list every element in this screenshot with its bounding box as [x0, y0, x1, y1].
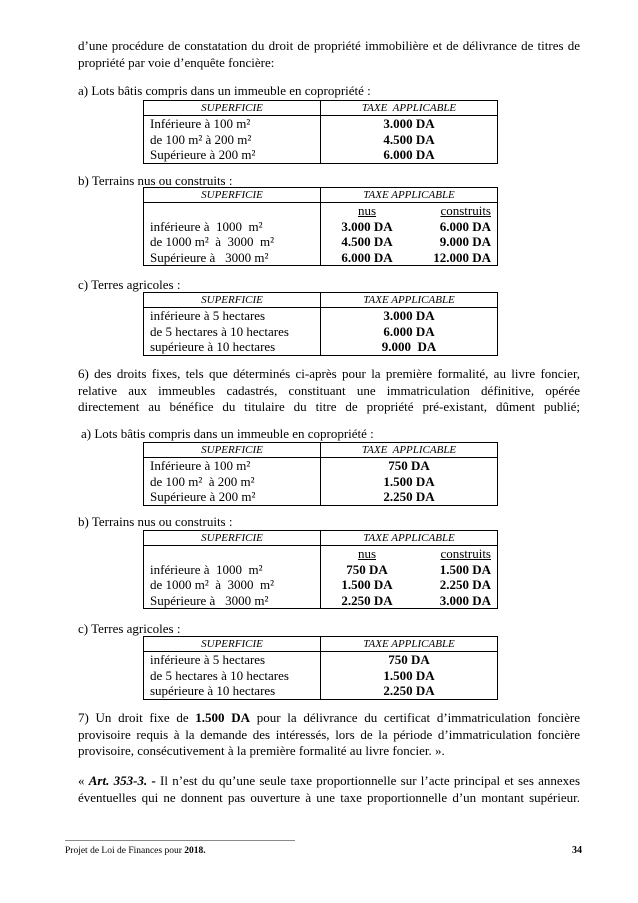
column-header-taxe: TAXE APPLICABLE: [321, 101, 498, 116]
table-header-row: [144, 531, 498, 546]
table-row: [144, 562, 498, 578]
taxe-cell: 6.000 DA: [321, 147, 498, 163]
taxe-cell: [321, 593, 498, 609]
amount-bold: 1.500 DA: [195, 710, 251, 725]
taxe-cell: 4.500 DA: [321, 132, 498, 148]
column-header-superficie: SUPERFICIE: [144, 637, 321, 652]
column-header-taxe: TAXE APPLICABLE: [321, 293, 498, 308]
sub-header-nus: nus: [357, 546, 377, 562]
column-header-superficie: SUPERFICIE: [144, 443, 321, 458]
taxe-cell: 1.500 DA: [321, 668, 498, 684]
taxe-cell: [321, 577, 498, 593]
column-header-superficie: SUPERFICIE: [144, 188, 321, 203]
intro-line: propriété par voie d’enquête foncière:: [78, 54, 275, 70]
paragraph-line: [78, 773, 580, 790]
taxe-nus: 1.500 DA: [341, 577, 393, 593]
sub-header-construits: construits: [440, 546, 491, 562]
taxe-construits: 3.000 DA: [439, 592, 491, 608]
taxe-construits: 1.500 DA: [439, 561, 491, 577]
taxe-cell: 3.000 DA: [321, 116, 498, 132]
table-row: [144, 132, 498, 148]
table-row: [144, 147, 498, 163]
table-terrains: [143, 187, 498, 266]
table-row: [144, 250, 498, 266]
taxe-construits: 2.250 DA: [439, 577, 491, 593]
sub-header-row: [144, 546, 498, 562]
table-row: [144, 577, 498, 593]
table-terres-agricoles: [143, 636, 498, 700]
taxe-nus: 2.250 DA: [341, 592, 393, 608]
table-row: [144, 474, 498, 490]
sub-header-cell: [321, 546, 498, 562]
column-header-taxe: TAXE APPLICABLE: [321, 443, 498, 458]
table-header-row: [144, 637, 498, 652]
taxe-construits: 9.000 DA: [439, 234, 491, 250]
superficie-cell: de 5 hectares à 10 hectares: [144, 324, 321, 340]
table-row: [144, 458, 498, 474]
taxe-cell: 1.500 DA: [321, 474, 498, 490]
sub-header-cell: [321, 203, 498, 219]
table-header-row: [144, 188, 498, 203]
empty-cell: [144, 546, 321, 562]
paragraph-line: relative aux immeubles cadastrés, constituant une immatriculation définitive, opérée: [78, 382, 580, 398]
column-header-superficie: SUPERFICIE: [144, 293, 321, 308]
table-row: [144, 308, 498, 324]
taxe-cell: 9.000 DA: [321, 339, 498, 355]
table-row: [144, 489, 498, 505]
taxe-nus: 6.000 DA: [341, 249, 393, 265]
superficie-cell: Supérieure à 3000 m²: [144, 250, 321, 266]
taxe-cell: 2.250 DA: [321, 489, 498, 505]
label-lots-batis: a) Lots bâtis compris dans un immeuble en copropriété :: [78, 83, 371, 98]
taxe-cell: 2.250 DA: [321, 683, 498, 699]
table-row: [144, 652, 498, 668]
table-row: [144, 593, 498, 609]
superficie-cell: inférieure à 1000 m²: [144, 219, 321, 235]
table-header-row: [144, 293, 498, 308]
table-row: [144, 324, 498, 340]
taxe-nus: 750 DA: [346, 561, 388, 577]
paragraph-article: [78, 773, 580, 806]
taxe-cell: 3.000 DA: [321, 308, 498, 324]
taxe-construits: 12.000 DA: [433, 249, 491, 265]
superficie-cell: Supérieure à 200 m²: [144, 147, 321, 163]
superficie-cell: supérieure à 10 hectares: [144, 339, 321, 355]
taxe-cell: [321, 234, 498, 250]
superficie-cell: de 100 m² à 200 m²: [144, 132, 321, 148]
label-terres-agricoles: c) Terres agricoles :: [78, 277, 181, 292]
taxe-nus: 4.500 DA: [341, 234, 393, 250]
sub-header-row: [144, 203, 498, 219]
footer-text: [65, 845, 206, 857]
table-header-row: [144, 443, 498, 458]
label-terres-agricoles: c) Terres agricoles :: [78, 621, 181, 636]
superficie-cell: inférieure à 5 hectares: [144, 652, 321, 668]
superficie-cell: Inférieure à 100 m²: [144, 458, 321, 474]
empty-cell: [144, 203, 321, 219]
paragraph-text: pour la délivrance du certificat d’immatriculation foncière: [250, 710, 580, 725]
label-terrains: b) Terrains nus ou construits :: [78, 514, 233, 529]
paragraph-line: [78, 710, 580, 727]
sub-header-nus: nus: [357, 203, 377, 219]
taxe-cell: [321, 562, 498, 578]
paragraph-line: éventuelles qui ne donnent pas ouverture à une taxe proportionnelle d’un montant supérieur.: [78, 789, 580, 805]
paragraph-item-7: [78, 710, 580, 760]
paragraph-line: 6) des droits fixes, tels que déterminés ci-après pour la première formalité, au livre foncier,: [78, 366, 580, 381]
label-lots-batis: a) Lots bâtis compris dans un immeuble en copropriété :: [81, 426, 374, 441]
table-row: [144, 339, 498, 355]
footer-year: 2018.: [184, 846, 206, 856]
table-row: [144, 668, 498, 684]
taxe-construits: 6.000 DA: [439, 218, 491, 234]
paragraph-text: Il n’est du qu’une seule taxe proportionnelle sur l’acte principal et ses annexes: [155, 773, 581, 788]
taxe-cell: 750 DA: [321, 458, 498, 474]
superficie-cell: de 1000 m² à 3000 m²: [144, 577, 321, 593]
taxe-cell: 750 DA: [321, 652, 498, 668]
column-header-taxe: TAXE APPLICABLE: [321, 531, 498, 546]
sub-header-construits: construits: [440, 203, 491, 219]
superficie-cell: Inférieure à 100 m²: [144, 116, 321, 132]
superficie-cell: de 1000 m² à 3000 m²: [144, 234, 321, 250]
table-header-row: [144, 101, 498, 116]
superficie-cell: inférieure à 5 hectares: [144, 308, 321, 324]
superficie-cell: supérieure à 10 hectares: [144, 683, 321, 699]
table-row: [144, 116, 498, 132]
table-row: [144, 683, 498, 699]
paragraph-line: directement au bénéfice du titulaire du titre de propriété pré-existant, dûment publié;: [78, 399, 580, 414]
paragraph-line: provisoire requis à la demande des intéressés, lors de la période d’immatriculation foncière: [78, 726, 580, 742]
table-lots-batis: [143, 100, 498, 164]
table-terrains: [143, 530, 498, 609]
column-header-taxe: TAXE APPLICABLE: [321, 188, 498, 203]
paragraph-text: 7) Un droit fixe de: [78, 710, 196, 725]
taxe-cell: [321, 250, 498, 266]
superficie-cell: de 5 hectares à 10 hectares: [144, 668, 321, 684]
column-header-superficie: SUPERFICIE: [144, 101, 321, 116]
page-number: 34: [572, 845, 582, 856]
table-row: [144, 219, 498, 235]
superficie-cell: Supérieure à 200 m²: [144, 489, 321, 505]
taxe-nus: 3.000 DA: [341, 218, 393, 234]
footer-rule: [65, 840, 295, 841]
paragraph-line: provisoire, consécutivement à la première formalité au livre foncier. ».: [78, 743, 445, 758]
open-quote: «: [78, 773, 89, 788]
superficie-cell: de 100 m² à 200 m²: [144, 474, 321, 490]
taxe-cell: [321, 219, 498, 235]
superficie-cell: inférieure à 1000 m²: [144, 562, 321, 578]
paragraph-item-6: [78, 366, 580, 416]
intro-line: d’une procédure de constatation du droit de propriété immobilière et de délivrance de titres de: [78, 38, 580, 53]
article-reference: Art. 353-3. -: [88, 773, 156, 788]
column-header-superficie: SUPERFICIE: [144, 531, 321, 546]
taxe-cell: 6.000 DA: [321, 324, 498, 340]
intro-paragraph: [78, 38, 580, 71]
table-terres-agricoles: [143, 292, 498, 356]
table-row: [144, 234, 498, 250]
label-terrains: b) Terrains nus ou construits :: [78, 173, 233, 188]
footer-title: Projet de Loi de Finances pour: [65, 846, 185, 856]
table-lots-batis: [143, 442, 498, 506]
superficie-cell: Supérieure à 3000 m²: [144, 593, 321, 609]
column-header-taxe: TAXE APPLICABLE: [321, 637, 498, 652]
